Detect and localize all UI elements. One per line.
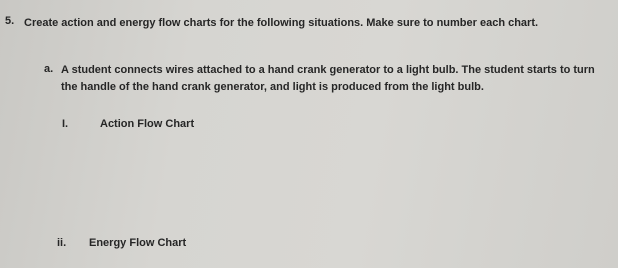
question-number: 5. <box>5 15 15 27</box>
part-a-letter: a. <box>44 63 54 75</box>
subsection-i-numeral: I. <box>62 118 69 130</box>
energy-flow-chart-heading: Energy Flow Chart <box>89 237 187 249</box>
question-prompt: Create action and energy flow charts for the following situations. Make sure to number each chart. <box>24 17 539 29</box>
part-a-text: A student connects wires attached to a hand crank generator to a light bulb. The student starts to turn the handle of the hand crank generator, and light is produced from the light bulb. <box>61 64 595 93</box>
action-flow-chart-heading: Action Flow Chart <box>100 118 195 130</box>
subsection-ii-numeral: ii. <box>57 237 67 249</box>
